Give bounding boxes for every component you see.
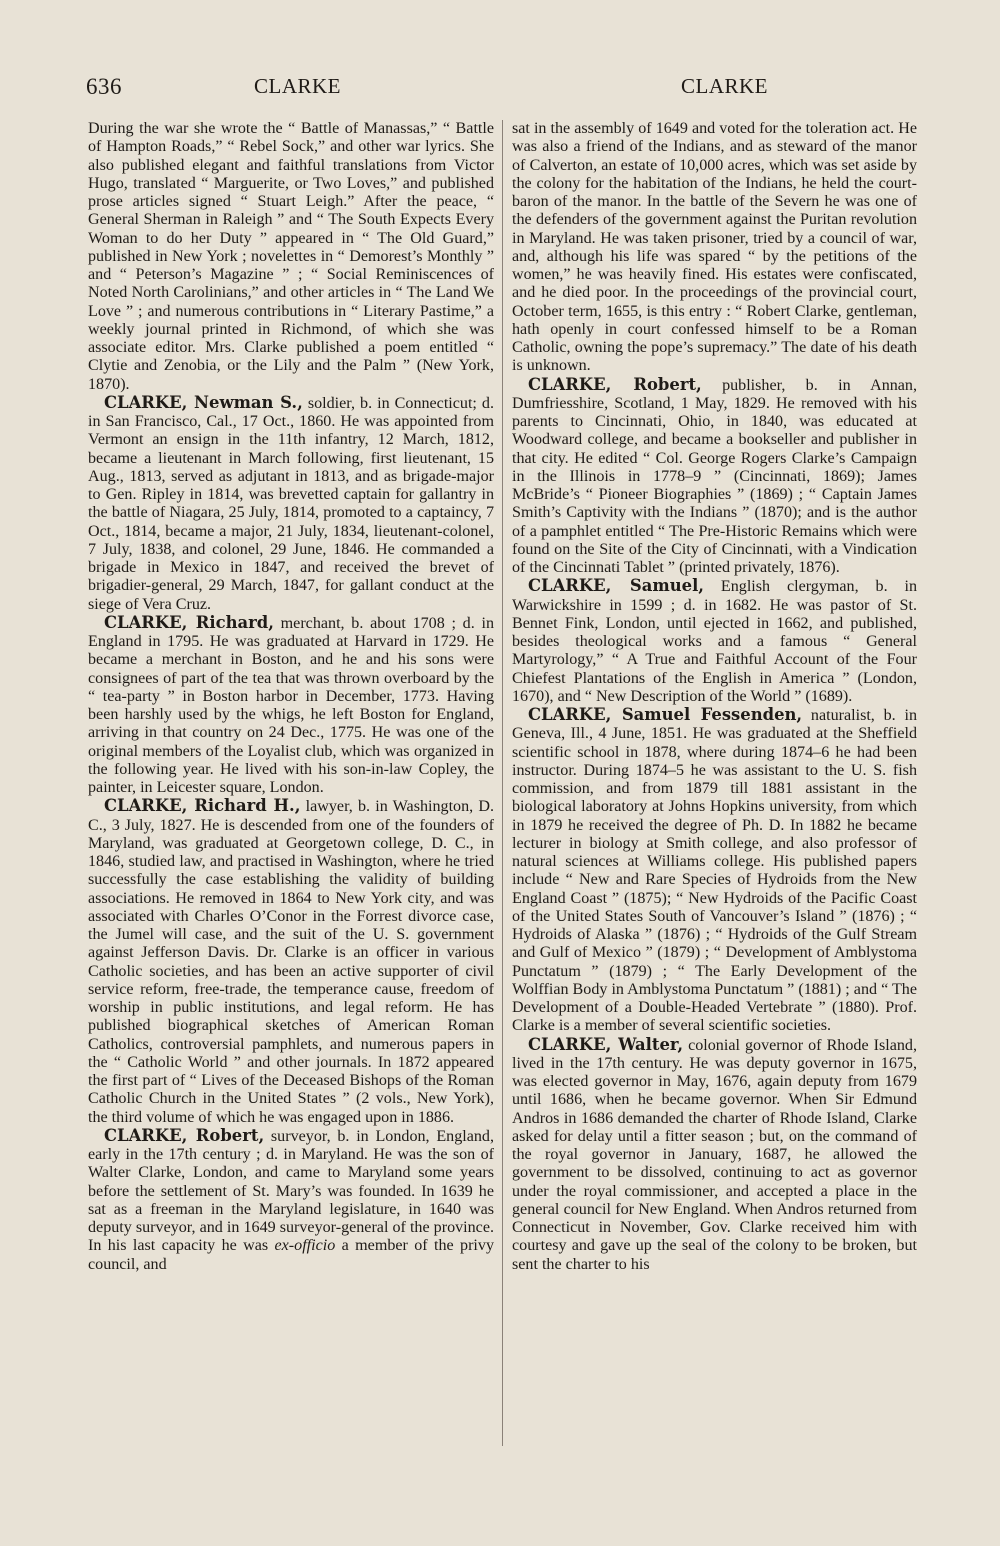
entry-clarke-robert-publisher [512,376,917,578]
entry-headword: CLARKE, Robert, [528,374,702,394]
entry-headword: CLARKE, Samuel Fessenden, [528,705,803,724]
entry-clarke-robert-surveyor [88,1127,494,1274]
column-divider [502,120,503,1446]
entry-text: English clergyman, b. in Warwickshire in 1599 ; d. in 1682. He was pastor of St. Bennet Fink, London, until ejected in 1662, and published, besides theological works and a famous “ General Martyrology,” “ A True and Faithful Account of the Four Chiefest Plantations of the English in America ” (London, 1670), and “ New Description of the World ” (1689). [512,578,918,705]
entry-headword: CLARKE, Samuel, [528,576,705,596]
entry-clarke-richard-h [88,797,494,1127]
left-column [88,120,494,1274]
entry-clarke-walter [512,1036,917,1274]
page-number: 636 [86,74,122,99]
entry-text-tail: a member of the privy council, and [88,1237,494,1273]
entry-text: colonial governor of Rhode Island, lived in the 17th century. He was deputy governor in 1675, was elected governor in May, 1676, again deputy from 1679 until 1686, when he became governor. When Sir Edmund Andros in 1686 demanded the charter of Rhode Island, Clarke asked for delay until a fitter season ; but, on the command of the royal governor in January, 1687, he allowed the government to be dissolved, continuing to act as governor under the royal commissioner, and accepted a place in the general council for New England. When Andros returned from Connecticut in November, Gov. Clarke received him with courtesy and gave up the seal of the colony to be broken, but sent the charter to his [512,1036,917,1273]
entry-headword: CLARKE, Walter, [528,1034,684,1054]
entry-italic-term: ex-officio [274,1237,336,1255]
entry-text: sat in the assembly of 1649 and voted for the toleration act. He was also a friend of the Indians, and as steward of the manor of Calverton, an estate of 10,000 acres, which was set aside by the colony for the habitation of the Indians, he held the court-baron of the manor. In the battle of the Severn he was one of the defenders of the government against the Puritan revolution in Maryland. He was taken prisoner, tried by a council of war, and, although his life was spared “ by the petitions of the women,” he was heavily fined. His estates were confiscated, and he died poor. In the proceedings of the provincial court, October term, 1655, is this entry : “ Robert Clarke, gentleman, hath openly in court confessed himself to be a Roman Catholic, owning the pope’s supremacy.” The date of his death is unknown. [512,120,917,375]
entry-headword: CLARKE, Robert, [104,1125,265,1145]
entry-text: soldier, b. in Connecticut; d. in San Francisco, Cal., 17 Oct., 1860. He was appointed from Vermont an ensign in the 11th infantry, 12 March, 1812, became a lieutenant in March following, first lieutenant, 15 Aug., 1813, served as adjutant in 1813, and as brigade-major to Gen. Ripley in 1814, was brevetted captain for gallantry in the battle of Niagara, 25 July, 1814, promoted to a captaincy, 7 Oct., 1814, became a major, 21 July, 1834, lieutenant-colonel, 7 July, 1838, and colonel, 29 June, 1846. He commanded a brigade in Mexico in 1847, and received the brevet of brigadier-general, 29 March, 1847, for gallant conduct at the siege of Vera Cruz. [88,394,494,613]
page-header [86,74,916,104]
entry-continuation [88,120,494,394]
entry-headword: CLARKE, Richard H., [104,796,301,816]
right-column [512,120,917,1274]
entry-text: lawyer, b. in Washington, D. C., 3 July, 1827. He is descended from one of the founders of Maryland, was graduated at Georgetown college, D. C., in 1846, studied law, and practised in Washington, where he tried successfully the case establishing the validity of building associations. He removed in 1864 to New York city, and was associated with Charles O’Conor in the Forrest divorce case, the Jumel will case, and the suit of the U. S. government against Jefferson Davis. Dr. Clarke is an officer in various Catholic societies, and has been an active supporter of civil service reform, free-trade, the temperance cause, freedom of worship in public institutions, and legal reform. He has published biographical sketches of American Roman Catholics, controversial pamphlets, and numerous papers in the “ Catholic World ” and other journals. In 1872 appeared the first part of “ Lives of the Deceased Bishops of the Roman Catholic Church in the United States ” (2 vols., New York), the third volume of which he was engaged upon in 1886. [88,798,494,1126]
entry-clarke-samuel [512,577,917,706]
entry-continuation [512,120,917,376]
entry-text: During the war she wrote the “ Battle of Manassas,” “ Battle of Hampton Roads,” “ Rebel Sock,” and other war lyrics. She also published elegant and faithful translations from Victor Hugo, translated “ Marguerite, or Two Loves,” and published prose articles signed “ Stuart Leigh.” After the peace, “ General Sherman in Raleigh ” and “ The South Expects Every Woman to do her Duty ” appeared in “ The Old Guard,” published in New York ; novelettes in “ Demorest’s Monthly ” and “ Peterson’s Magazine ” ; “ Social Reminiscences of Noted North Carolinians,” and other articles in “ The Land We Love ” ; and numerous contributions in “ Literary Pastime,” a weekly journal printed in Richmond, of which she was associate editor. Mrs. Clarke published a poem entitled “ Clytie and Zenobia, or the Lily and the Palm ” (New York, 1870). [88,120,494,393]
entry-clarke-richard [88,614,494,798]
entry-headword: CLARKE, Newman S., [104,392,303,412]
entry-text: merchant, b. about 1708 ; d. in England in 1795. He was graduated at Harvard in 1729. He became a merchant in Boston, and he and his sons were consignees of part of the tea that was thrown overboard by the “ tea-party ” in Boston harbor in December, 1773. Having been harshly used by the whigs, he left Boston for England, arriving in that country on 24 Dec., 1775. He was one of the original members of the Loyalist club, which was organized in the following year. He lived with his son-in-law Copley, the painter, in Leicester square, London. [88,614,494,796]
entry-clarke-newman [88,394,494,614]
running-head-left: CLARKE [254,74,341,98]
entry-headword: CLARKE, Richard, [104,612,274,632]
entry-clarke-samuel-fessenden [512,706,917,1036]
entry-text: surveyor, b. in London, England, early in the 17th century ; d. in Maryland. He was the son of Walter Clarke, London, and came to Maryland some years before the settlement of St. Mary’s was founded. In 1639 he sat as a freeman in the Maryland legislature, in 1640 was deputy surveyor, and in 1649 surveyor-general of the province. In his last capacity he was [88,1127,494,1255]
running-head-right: CLARKE [681,74,768,98]
entry-text: naturalist, b. in Geneva, Ill., 4 June, 1851. He was graduated at the Sheffield scientific school in 1878, where during 1874–6 he had been instructor. During 1874–5 he was assistant to the U. S. fish commission, and from 1879 till 1881 assistant in the biological laboratory at Johns Hopkins university, from which in 1879 he received the degree of Ph. D. In 1882 he became lecturer in biology at Smith college, and also professor of natural sciences at Williams college. His published papers include “ New and Rare Species of Hydroids from the New England Coast ” (1875); “ New Hydroids of the Pacific Coast of the United States South of Vancouver’s Island ” (1876) ; “ Hydroids of Alaska ” (1876) ; “ Hydroids of the Gulf Stream and Gulf of Mexico ” (1879) ; “ Development of Amblystoma Punctatum ” (1879) ; “ The Early Development of the Wolffian Body in Amblystoma Punctatum ” (1881) ; and “ The Development of a Double-Headed Vertebrate ” (1880). Prof. Clarke is a member of several scientific societies. [512,707,917,1035]
entry-text: publisher, b. in Annan, Dumfriesshire, Scotland, 1 May, 1829. He removed with his parents to Cincinnati, Ohio, in 1840, was educated at Woodward college, and became a bookseller and publisher in that city. He edited “ Col. George Rogers Clarke’s Campaign in the Illinois in 1778–9 ” (Cincinnati, 1869); James McBride’s “ Pioneer Biographies ” (1869) ; “ Captain James Smith’s Captivity with the Indians ” (1870); and is the author of a pamphlet entitled “ The Pre-Historic Remains which were found on the Site of the City of Cincinnati, with a Vindication of the Cincinnati Tablet ” (printed privately, 1876). [512,376,917,576]
